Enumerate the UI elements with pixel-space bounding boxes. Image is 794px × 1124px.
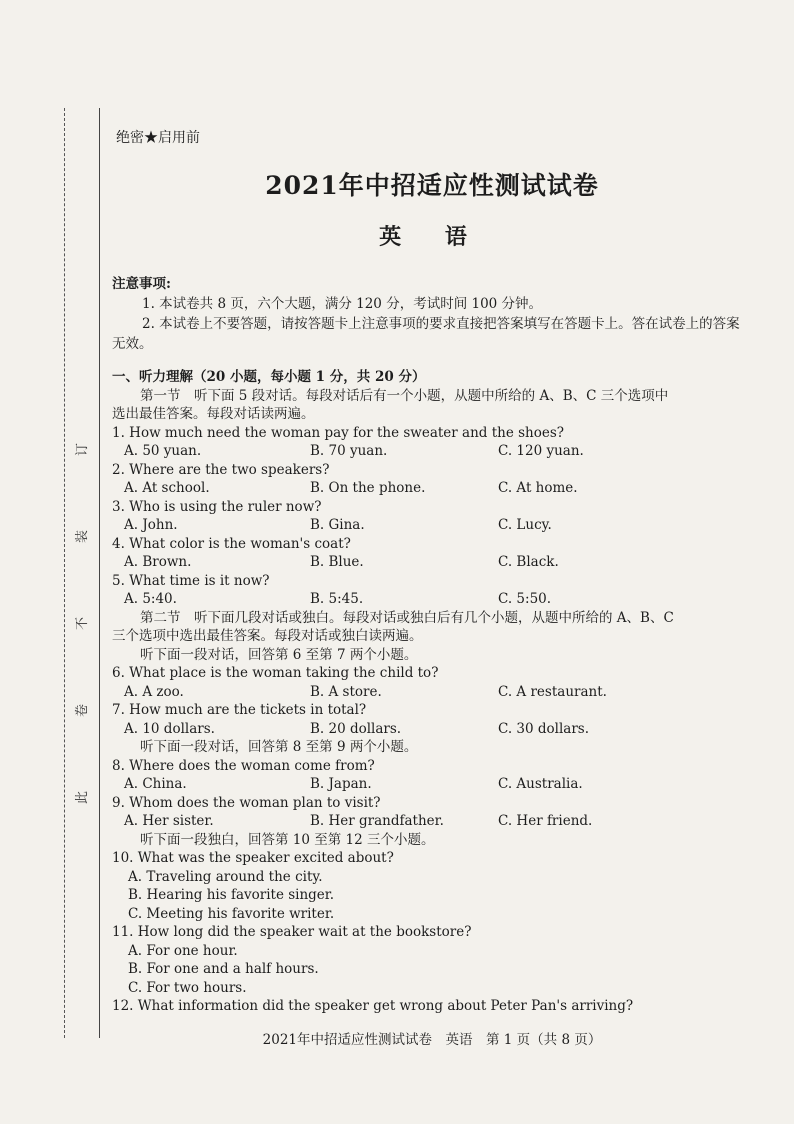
binding-solid-line xyxy=(99,108,100,1038)
answer-option: A. Traveling around the city. xyxy=(128,868,323,885)
questions-6-7 xyxy=(112,664,752,738)
answer-option: B. Hearing his favorite singer. xyxy=(128,887,335,903)
question-stem: 4. What color is the woman's coat? xyxy=(112,535,351,552)
questions-10-12 xyxy=(112,849,752,1016)
page-footer: 2021年中招适应性测试试卷 英语 第 1 页（共 8 页） xyxy=(262,1032,602,1048)
note-item: 2. 本试卷上不要答题，请按答题卡上注意事项的要求直接把答案填写在答题卡上。答在试卷上的答案无效。 xyxy=(112,316,740,352)
secret-mark: 绝密★启用前 xyxy=(116,130,200,146)
options-row xyxy=(112,442,752,461)
answer-option: B. Her grandfather. xyxy=(310,813,444,829)
seal-char: 订 xyxy=(75,442,91,457)
part2-intro: 第二节 听下面几段对话或独白。每段对话或独白后有几个小题，从题中所给的 A、B、C xyxy=(140,609,674,626)
part1-intro-cont: 选出最佳答案。每段对话读两遍。 xyxy=(112,406,315,422)
listening-section xyxy=(112,368,752,1016)
questions-1-5 xyxy=(112,424,752,609)
answer-option: C. Australia. xyxy=(498,776,583,792)
question-stem: 7. How much are the tickets in total? xyxy=(112,702,367,718)
answer-option: B. 70 yuan. xyxy=(310,443,388,459)
options-row xyxy=(112,516,752,535)
question-stem: 5. What time is it now? xyxy=(112,572,270,589)
question-stem: 12. What information did the speaker get wrong about Peter Pan's arriving? xyxy=(112,998,634,1014)
options-row xyxy=(112,553,752,572)
section-heading: 一、听力理解（20 小题，每小题 1 分，共 20 分） xyxy=(112,369,426,385)
part2-intro-cont: 三个选项中选出最佳答案。每段对话或独白读两遍。 xyxy=(112,628,423,644)
answer-option: A. At school. xyxy=(124,480,210,496)
answer-option: C. 120 yuan. xyxy=(498,443,584,459)
answer-option: B. On the phone. xyxy=(310,480,426,496)
options-row xyxy=(112,812,752,831)
questions-8-9 xyxy=(112,757,752,831)
notes-heading: 注意事项: xyxy=(112,276,171,292)
answer-option: A. A zoo. xyxy=(124,683,184,700)
seal-char: 此 xyxy=(75,790,91,805)
answer-option: C. Meeting his favorite writer. xyxy=(128,905,335,922)
answer-option: A. 50 yuan. xyxy=(124,443,202,459)
question-stem: 10. What was the speaker excited about? xyxy=(112,850,394,866)
dialog-instruction: 听下面一段对话，回答第 6 至第 7 两个小题。 xyxy=(140,646,418,663)
part1-intro: 第一节 听下面 5 段对话。每段对话后有一个小题，从题中所给的 A、B、C 三个选项中 xyxy=(140,387,669,404)
answer-option: B. 5:45. xyxy=(310,591,364,607)
question-stem: 9. Whom does the woman plan to visit? xyxy=(112,794,381,811)
answer-option: C. At home. xyxy=(498,480,578,496)
options-row xyxy=(112,720,752,739)
page-title: 2021年中招适应性测试试卷 xyxy=(265,171,599,200)
answer-option: B. A store. xyxy=(310,683,382,700)
question-stem: 1. How much need the woman pay for the sweater and the shoes? xyxy=(112,424,565,441)
answer-option: A. China. xyxy=(124,776,187,792)
question-stem: 8. Where does the woman come from? xyxy=(112,757,375,774)
answer-option: B. Blue. xyxy=(310,554,364,570)
answer-option: C. 30 dollars. xyxy=(498,720,590,737)
answer-option: B. For one and a half hours. xyxy=(128,961,319,977)
seal-char: 不 xyxy=(75,616,91,631)
options-row xyxy=(112,683,752,702)
note-item: 1. 本试卷共 8 页，六个大题，满分 120 分，考试时间 100 分钟。 xyxy=(142,296,543,312)
answer-option: B. Gina. xyxy=(310,517,365,533)
answer-option: B. 20 dollars. xyxy=(310,720,402,737)
question-stem: 6. What place is the woman taking the child to? xyxy=(112,665,439,681)
answer-option: C. For two hours. xyxy=(128,979,247,996)
answer-option: C. Lucy. xyxy=(498,517,552,533)
question-stem: 2. Where are the two speakers? xyxy=(112,461,330,478)
dialog-instruction: 听下面一段对话，回答第 8 至第 9 两个小题。 xyxy=(140,739,418,755)
answer-option: C. 5:50. xyxy=(498,591,552,607)
binding-seal-text xyxy=(70,440,92,807)
options-row xyxy=(112,775,752,794)
answer-option: C. A restaurant. xyxy=(498,683,607,700)
answer-option: A. Her sister. xyxy=(124,813,214,829)
question-stem: 3. Who is using the ruler now? xyxy=(112,498,322,515)
answer-option: A. Brown. xyxy=(124,554,192,570)
binding-dashed-line xyxy=(64,108,65,1038)
answer-option: A. John. xyxy=(124,517,178,533)
answer-option: A. 5:40. xyxy=(124,591,177,607)
answer-option: C. Black. xyxy=(498,554,559,570)
options-row xyxy=(112,479,752,498)
answer-option: C. Her friend. xyxy=(498,813,593,829)
question-stem: 11. How long did the speaker wait at the bookstore? xyxy=(112,924,472,940)
seal-char: 装 xyxy=(75,529,91,544)
answer-option: B. Japan. xyxy=(310,776,372,792)
answer-option: A. For one hour. xyxy=(128,942,238,959)
seal-char: 卷 xyxy=(75,703,91,718)
answer-option: A. 10 dollars. xyxy=(124,720,215,737)
notes-block xyxy=(112,274,742,354)
monologue-instruction: 听下面一段独白，回答第 10 至第 12 三个小题。 xyxy=(140,831,435,848)
subject-title: 英 语 xyxy=(379,224,485,250)
options-row xyxy=(112,590,752,609)
